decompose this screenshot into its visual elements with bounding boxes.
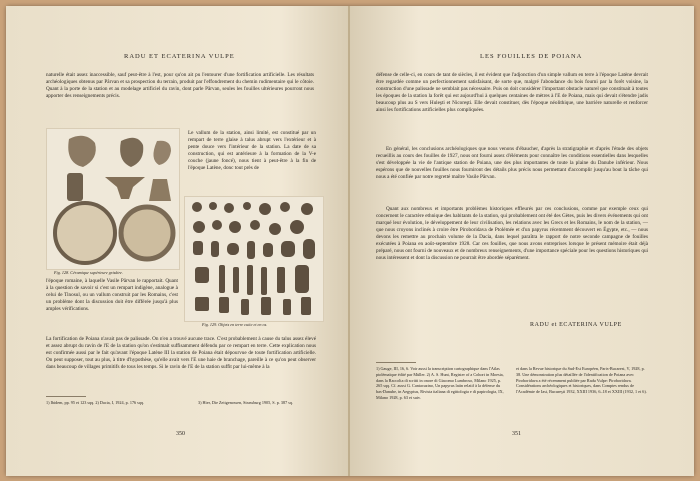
left-body-bottom: La fortification de Poiana n'avait pas de palissade. On n'en a trouvé aucune trace. C'est probablement à cause du talus assez élevé et assez abrupt du ravin de l'E de la station qu'on s'estimait suffisamment défendu par ce rempart en terre. Cette explication nous est confirmée aussi par le fait qu'avant l'époque Latène III la station de Poiana était dépourvue de toute fortification artificielle. On peut supposer, tout au plus, à titre d'hypothèse, qu'elle avait vers l'E une haie de branchage, pareille à ce qu'on peut observer dans beaucoup de villages primitifs de tous les temps. Si le ravin de l'E de la station suffit par lui-même à la bbox=[46, 336, 316, 370]
right-footnotes-col1: 1) Gauge, III, 16, 6. Voir aussi la transcription cartographique dans l'Atlas ptolémaïque édité par Müller. 2) A. S. Hunt, Register of a Cohort in Moesia, dans la Raccolta di scritti in onore di Giacomo Lumbroso, Milano 1925, p. 265 sqq. Cf. aussi G. Cantacuzino, Un papyrus latin relatif à la défense du bas-Danube, in Aegyptus, Rivista italiana di egittologia e di papirologia, IX, Milano 1928, p. 63 et suiv. bbox=[376, 366, 504, 400]
footnote-rule-left bbox=[46, 396, 86, 397]
left-body-top: naturelle était assez inaccessible, sauf peut-être à l'est, pour qu'on ait pu l'entourer d'une fortification artificielle. Les résultats archéologiques obtenus par Pârvan et sa prospection du terrain, produit par l'effondrement du chemin rudimentaire qui le côtoie. Quant à la porte de la station et au modelage artificiel du ravin, dont parle Pârvan, seules les fouilles ultérieures pourront nous apporter des renseignements précis. bbox=[46, 72, 314, 99]
ceramics-illustration bbox=[47, 129, 179, 269]
figure-ceramics bbox=[46, 128, 180, 270]
left-running-header: RADU ET ECATERINA VULPE bbox=[124, 53, 235, 60]
authors-signature: RADU et ECATERINA VULPE bbox=[530, 322, 622, 328]
right-paragraph-1: défense de celle-ci, en cours de tant de siècles, il est évident que l'adjonction d'un simple vallum en terre à l'époque Latène devrait être regardée comme un perfectionnement satisfaisant, de sorte que, malgré l'abondance du bois fourni par la forêt voisine, la construction d'une palissade ne semblait pas nécessaire. Puis on doit considérer l'important obstacle naturel que constituait à toutes les époques de la station la forêt qui est aujourd'hui à quelques centaines de mètres à l'E de Poiana, mais qui devait s'étendre jadis beaucoup plus au S vers Huleşti et Nicoreşti. Elle devait constituer, dès l'époque néolithique, une barrière naturelle et renforcer ainsi les fortifications artificielles plus compliquées. bbox=[376, 72, 648, 113]
left-body-right-column: Le vallum de la station, ainsi limité, est constitué par un rempart de terre glaise à talus abrupt vers l'extérieur et à pente douce vers l'intérieur de la station. La date de sa construction, qui est antérieure à la formation de la V-e couche (jaune foncé), nous tient à peut-être à la fin de l'époque Latène, donc tout près de bbox=[188, 130, 316, 171]
figure-objects bbox=[184, 196, 324, 322]
right-paragraph-3: Quant aux nombreux et importants problèmes historiques effleurés par ces conclusions, comme par exemple ceux qui concernent le caractère ethnique des habitants de la station, qui probablement ont été des Gètes, puis les divers événements qui ont marqué leur évolution, le développement de leur civilisation, les relations avec les Grecs et les Romains, le nom de la station, — que nous croyons inclinés à croire être Piroboridava de Ptolémée et d'un papyrus récemment découvert en Égypte, etc., — nous devons les remettre au prochain volume de la Dacia, dans lequel paraîtra le rapport de notre seconde campagne de fouilles exécutées à Poiana en août-septembre 1928. Car ces fouilles, que nous avons entreprises lorsque le présent mémoire était déjà préparé, nous ont fourni de nouveaux et de nombreux renseignements, d'une importance spéciale pour les questions historiques qui nous intéressent et dont la discussion ne pourrait être abordée séparément. bbox=[376, 206, 648, 261]
objects-illustration bbox=[185, 197, 323, 321]
left-page bbox=[6, 6, 350, 476]
book-spread bbox=[6, 6, 694, 476]
left-body-left-column: l'époque romaine, à laquelle Vasile Pârvan le rapportait. Quant à la question de savoir si c'est un rempart indigène, analogue à celui de Tinosul, ou un vallum construit par les Romains, c'est un problème dont la discussion doit être différée jusqu'à plus amples vérifications. bbox=[46, 278, 178, 312]
figure-129-caption: Fig. 129. Objets en terre cuite et en os. bbox=[202, 322, 268, 327]
right-page bbox=[350, 6, 694, 476]
figure-128-caption: Fig. 128. Céramique supérieure grisâtre. bbox=[54, 270, 123, 275]
left-page-number: 350 bbox=[176, 431, 185, 437]
left-footnotes-col1: 1) Ibidem, pp. 95 et 123 sqq. 2) Dacia, I, 1924, p. 176 sqq. bbox=[46, 400, 145, 405]
right-page-number: 351 bbox=[512, 431, 521, 437]
right-running-header: LES FOUILLES DE POIANA bbox=[480, 53, 583, 60]
right-footnotes-col2: et dans la Revue historique du Sud-Est Européen, Paris-Bucarest, V, 1928, p. 38. Une démonstration plus détaillée de l'identification de Poiana avec Piroboridava a été récemment publiée par Radu Vulpe: Piroboridava. Considérations archéologiques et historiques, dans Comptes rendus de l'Académie de Iasi, Bucureşti 1932, XXIII 1936, 6–18 et XXIII (1932, 1 et 6). bbox=[516, 366, 647, 395]
footnote-rule-right bbox=[376, 362, 416, 363]
left-footnotes-col2: 3) Hier, Die Zeitgenossen, Strassburg 1905, S. p. 387 sq. bbox=[198, 400, 294, 405]
right-paragraph-2: En général, les conclusions archéologiques que nous venons d'ébaucher, d'après la stratigraphie et d'après l'étude des objets recueillis au cours des fouilles de 1927, nous ont fourni assez d'éléments pour connaître les conditions essentielles dans lesquelles s'est développée la vie de l'antique station de Poiana, une des plus importantes de toute la plaine du Danube inférieur. Nous espérons que de nouvelles fouilles nous fourniront des détails plus précis nous permettant d'accomplir jusqu'au bout la tâche qui nous a été confiée par notre regretté maître Vasile Pârvan. bbox=[376, 146, 648, 180]
